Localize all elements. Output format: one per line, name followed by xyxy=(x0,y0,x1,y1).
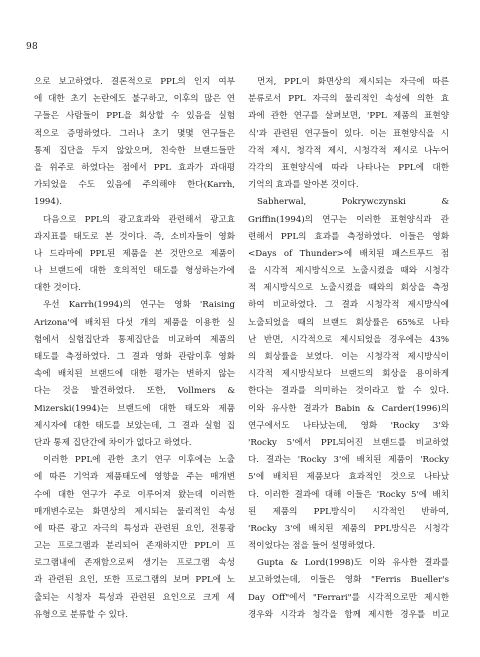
text-line: 유형으로 분류할 수 있다. xyxy=(34,609,128,620)
text-line: Sabherwal, Pokrywczynski & xyxy=(257,197,449,208)
text-line: 식'과 관련된 연구들이 있다. 이는 표현양식을 시 xyxy=(248,128,449,139)
text-line: 로그램내에 존재함으로써 생기는 프로그램 속성 xyxy=(34,558,235,569)
text-line: 1994). xyxy=(34,197,62,208)
text-line: 적 제시방식으로 노출시켰을 때와의 회상을 측정 xyxy=(248,283,449,294)
text-line: 먼저, PPL이 화면상의 제시되는 자극에 따른 xyxy=(257,77,449,87)
text-line: 이와 유사한 결과가 Babin & Carder(1996)의 xyxy=(248,403,449,414)
text-line: Griffin(1994)의 연구는 이러한 표현양식과 관 xyxy=(248,214,449,225)
text-line: 이러한 PPL에 관한 초기 연구 이후에는 노출 xyxy=(43,455,235,466)
text-line: 구들은 사람들이 PPL을 회상할 수 있음을 실험 xyxy=(34,111,235,122)
text-line: 에 따른 기억과 제품태도에 영향을 주는 매개변 xyxy=(34,472,235,483)
text-line: 각각의 표현양식에 따라 나타나는 PPL에 대한 xyxy=(248,162,449,173)
text-line: 가되었을 수도 있음에 주의해야 한다(Karrh, xyxy=(34,180,235,191)
text-line: 매개변수로는 화면상의 제시되는 물리적인 속성 xyxy=(34,506,235,517)
text-line: 난 반면, 시각적으로 제시되었을 경우에는 43% xyxy=(248,334,449,345)
text-line: 단과 통제 집단간에 차이가 없다고 하였다. xyxy=(34,437,192,448)
text-line: 5'에 배치된 제품보다 효과적인 것으로 나타났 xyxy=(248,472,449,483)
text-line: 시각적 제시방식보다 브랜드의 회상을 용이하게 xyxy=(248,369,449,380)
text-line: Arizona'에 배치된 다섯 개의 제품을 이용한 실 xyxy=(34,317,235,328)
text-line: 태도를 측정하였다. 그 결과 영화 관람이후 영화 xyxy=(34,352,235,362)
text-line: 제시자에 대한 태도를 보았는데, 그 결과 실험 집 xyxy=(34,420,235,431)
text-line: 다. 이러한 결과에 대해 이들은 'Rocky 5'에 배치 xyxy=(248,489,449,500)
text-line: 에 따른 광고 자극의 특성과 관련된 요인, 전통광 xyxy=(34,523,235,534)
left-column xyxy=(34,74,235,624)
text-line: 을 위주로 하였다는 점에서 PPL 효과가 과대평 xyxy=(34,162,235,173)
text-line: 을 시각적 제시방식으로 노출시켰을 때와 시청각 xyxy=(248,266,449,277)
text-line: 나 브랜드에 대한 호의적인 태도를 형성하는가에 xyxy=(34,266,235,277)
text-line: 다. 결과는 'Rocky 3'에 배치된 제품이 'Rocky xyxy=(248,455,449,466)
text-line: 적으로 증명하였다. 그러나 초기 몇몇 연구들은 xyxy=(34,128,235,139)
text-line: 수에 대한 연구가 주로 이루어져 왔는데 이러한 xyxy=(34,489,235,500)
text-line: 의 회상률을 보였다. 이는 시청각적 제시방식이 xyxy=(248,352,449,362)
text-line: 과 관련된 요인, 또한 프로그램의 보며 PPL에 노 xyxy=(34,575,235,586)
text-line: 노출되었을 때의 브랜드 회상률은 65%로 나타 xyxy=(248,317,449,328)
text-line: 대한 것이다. xyxy=(34,283,81,294)
text-line: 출되는 시청자 특성과 관련된 요인으로 크게 세 xyxy=(34,592,235,603)
text-line: 기억의 효과를 알아본 것이다. xyxy=(248,180,359,191)
text-line: 분류로서 PPL 자극의 물리적인 속성에 의한 효 xyxy=(248,94,449,105)
text-line: 한다는 결과를 의미하는 것이라고 할 수 있다. xyxy=(248,386,449,397)
text-line: Gupta & Lord(1998)도 이와 유사한 결과를 xyxy=(257,558,449,569)
text-line: 우선 Karrh(1994)의 연구는 영화 'Raising xyxy=(43,300,235,311)
text-line: 경우와 시각과 청각을 함께 제시한 경우를 비교 xyxy=(248,609,449,620)
text-line: 고는 프로그램과 분리되어 존재하지만 PPL이 프 xyxy=(34,541,235,552)
text-line: 'Rocky 3'에 배치된 제품의 PPL방식은 시청각 xyxy=(248,523,449,534)
text-line: 속에 배치된 브랜드에 대한 평가는 변하지 않는 xyxy=(34,369,235,380)
text-line: 된 제품의 PPL방식이 시각적인 반하여, xyxy=(248,506,449,517)
text-line: Mizerski(1994)는 브랜드에 대한 태도와 제품 xyxy=(34,403,235,414)
text-line: 보고하였는데, 이들은 영화 "Ferris Bueller's xyxy=(248,575,449,586)
text-line: 다는 것을 발견하였다. 또한, Vollmers & xyxy=(34,386,235,397)
text-line: 련해서 PPL의 효과를 측정하였다. 이들은 영화 xyxy=(248,231,449,242)
text-line: 으로 보고하였다. 결론적으로 PPL의 인지 여부 xyxy=(34,77,235,87)
text-line: 험에서 실험집단과 통제집단을 비교하여 제품의 xyxy=(34,334,235,345)
text-line: 에 대한 초기 논란에도 불구하고, 이후의 많은 연 xyxy=(34,94,235,105)
text-line: 통제 집단을 두지 않았으며, 친숙한 브랜드들만 xyxy=(34,145,235,156)
text-line: <Days of Thunder>에 배치된 패스트푸드 점 xyxy=(248,248,449,259)
text-line: 나 드라마에 PPL된 제품을 본 것만으로 제품이 xyxy=(34,248,235,259)
text-line: 다음으로 PPL의 광고효과와 관련해서 광고효 xyxy=(43,214,235,225)
text-line: Day Off"에서 "Ferrari"를 시각적으로만 제시한 xyxy=(248,592,449,603)
right-column xyxy=(248,74,449,624)
text-line: 과지표를 태도로 본 것이다. 즉, 소비자들이 영화 xyxy=(34,231,235,242)
text-line: 적이었다는 점을 들어 설명하였다. xyxy=(248,541,376,552)
text-line: 하여 비교하였다. 그 결과 시청각적 제시방식에 xyxy=(248,300,449,311)
text-line: 연구에서도 나타났는데, 영화 'Rocky 3'와 xyxy=(248,420,449,431)
text-line: 'Rocky 5'에서 PPL되어진 브랜드를 비교하였 xyxy=(248,437,449,448)
text-line: 과에 관한 연구를 살펴보면, 'PPL 제품의 표현양 xyxy=(248,111,449,122)
page-number: 98 xyxy=(26,42,39,52)
text-line: 각적 제시, 청각적 제시, 시청각적 제시로 나누어 xyxy=(248,145,449,156)
